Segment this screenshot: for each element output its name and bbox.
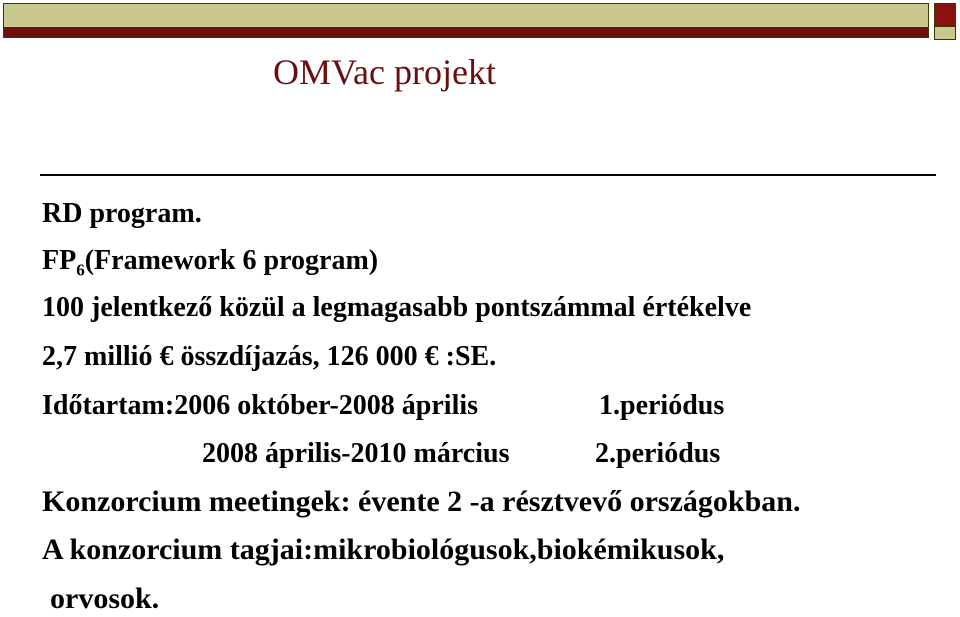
text-line-period-1: 1.periódus: [599, 390, 725, 421]
text-line-evaluation: 100 jelentkező közül a legmagasabb pontszámmal értékelve: [42, 292, 752, 323]
text-line-duration-2: 2008 április-2010 március: [202, 438, 510, 469]
header-decoration-bar: [3, 3, 929, 38]
header-square-olive: [934, 26, 956, 40]
text-line-period-2: 2.periódus: [595, 438, 721, 469]
header-square-red: [934, 3, 956, 26]
text-line-rd-program: RD program.: [42, 198, 202, 229]
title-divider: [40, 174, 936, 176]
text-line-doctors: orvosok.: [50, 582, 160, 615]
fp-subscript: 6: [76, 260, 85, 280]
slide-title: OMVac projekt: [273, 52, 496, 92]
text-line-duration-label: Időtartam:2006 október-2008 április: [42, 390, 479, 421]
text-line-meetings: Konzorcium meetingek: évente 2 -a résztvevő országokban.: [42, 485, 801, 518]
fp-prefix: FP: [42, 245, 77, 276]
text-line-fp6: [42, 243, 378, 279]
text-line-members: A konzorcium tagjai:mikrobiológusok,biokémikusok,: [42, 533, 725, 566]
text-line-award: 2,7 millió € összdíjazás, 126 000 € :SE.: [42, 341, 497, 372]
fp-rest: (Framework 6 program): [84, 245, 379, 276]
